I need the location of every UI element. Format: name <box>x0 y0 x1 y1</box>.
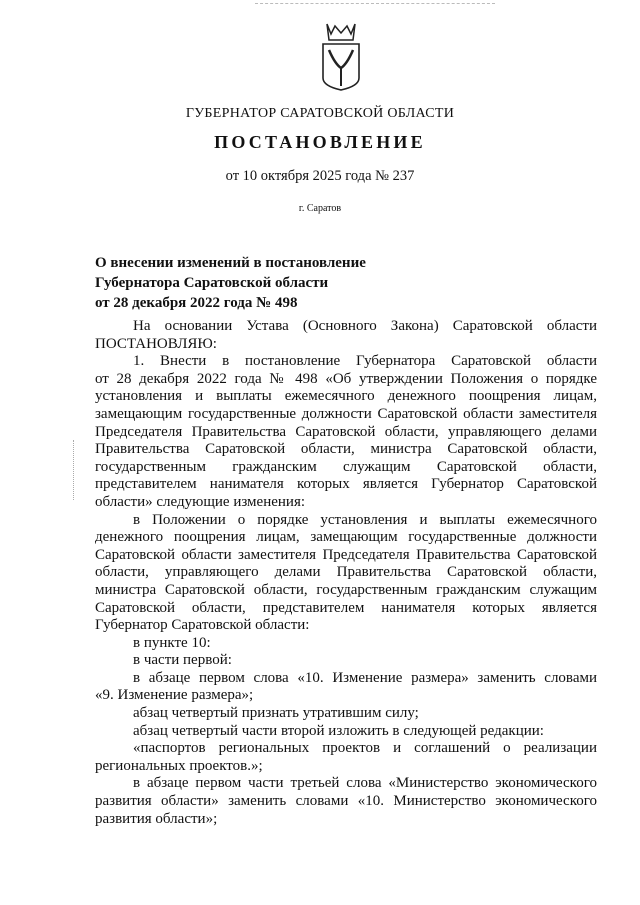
text-line: области» следующие изменения: <box>95 493 306 510</box>
document-date-number: от 10 октября 2025 года № 237 <box>225 168 415 184</box>
paragraph <box>95 740 597 775</box>
text-line: развития области»; <box>95 810 218 827</box>
document-city: г. Саратов <box>298 203 342 214</box>
text-line: 1. Внести в постановление Губернатора Саратовской области <box>133 353 597 370</box>
text-line: развития области» заменить словами «10. Министерство экономического <box>95 793 597 810</box>
paragraph <box>95 512 597 635</box>
text-line: в абзаце первом части третьей слова «Министерство экономического <box>133 775 597 792</box>
paragraph <box>95 723 597 741</box>
paragraph <box>95 353 597 511</box>
text-line: государственным гражданским служащим Саратовской области, <box>95 458 597 475</box>
title-line: О внесении изменений в постановление <box>95 255 366 271</box>
text-line: Губернатор Саратовской области: <box>95 617 310 634</box>
text-line: министра Саратовской области, государственным гражданским служащим <box>95 581 597 598</box>
text-line: области, управляющего делами Правительства Саратовской области, <box>95 564 597 581</box>
text-line: абзац четвертый части второй изложить в следующей редакции: <box>133 722 544 739</box>
text-line: Саратовской области заместителя Председателя Правительства Саратовской <box>95 546 597 563</box>
text-line: денежного поощрения лицам, замещающим государственные должности <box>95 529 597 546</box>
scan-artifact <box>255 3 495 4</box>
text-line: Председателя Правительства Саратовской области, управляющего делами <box>95 423 597 440</box>
text-line: абзац четвертый признать утратившим силу; <box>133 705 419 722</box>
text-line: Саратовской области, представителем нанимателя которых является <box>95 599 597 616</box>
text-line: региональных проектов.»; <box>95 757 263 774</box>
text-line: в абзаце первом слова «10. Изменение размера» заменить словами <box>133 669 597 686</box>
paragraph <box>95 635 597 653</box>
text-line: представителем нанимателя которых является Губернатор Саратовской <box>95 476 597 493</box>
title-line: от 28 декабря 2022 года № 498 <box>95 295 298 311</box>
text-line: «9. Изменение размера»; <box>95 687 254 704</box>
document-title <box>95 253 366 313</box>
paragraph <box>95 652 597 670</box>
text-line: Правительства Саратовской области, министра Саратовской области, <box>95 441 597 458</box>
paragraph <box>95 318 597 353</box>
text-line: На основании Устава (Основного Закона) Саратовской области <box>133 318 597 334</box>
document-type: ПОСТАНОВЛЕНИЕ <box>214 132 426 152</box>
text-line: в части первой: <box>133 652 232 669</box>
paragraph <box>95 705 597 723</box>
document-body <box>95 318 597 828</box>
text-line: замещающим государственные должности Саратовской области заместителя <box>95 405 597 422</box>
text-line: «паспортов региональных проектов и соглашений о реализации <box>133 740 597 757</box>
text-line: от 28 декабря 2022 года № 498 «Об утверждении Положения о порядке <box>95 370 597 387</box>
text-line: в Положении о порядке установления и выплаты ежемесячного <box>133 511 597 528</box>
scan-margin-marks <box>73 440 78 500</box>
text-line: ПОСТАНОВЛЯЮ: <box>95 335 217 352</box>
paragraph <box>95 670 597 705</box>
coat-of-arms-icon <box>321 20 361 92</box>
paragraph <box>95 775 597 828</box>
text-line: установления и выплаты ежемесячного денежного поощрения лицам, <box>95 388 597 405</box>
title-line: Губернатора Саратовской области <box>95 275 329 291</box>
text-line: в пункте 10: <box>133 634 211 651</box>
issuing-authority: ГУБЕРНАТОР САРАТОВСКОЙ ОБЛАСТИ <box>185 106 455 121</box>
